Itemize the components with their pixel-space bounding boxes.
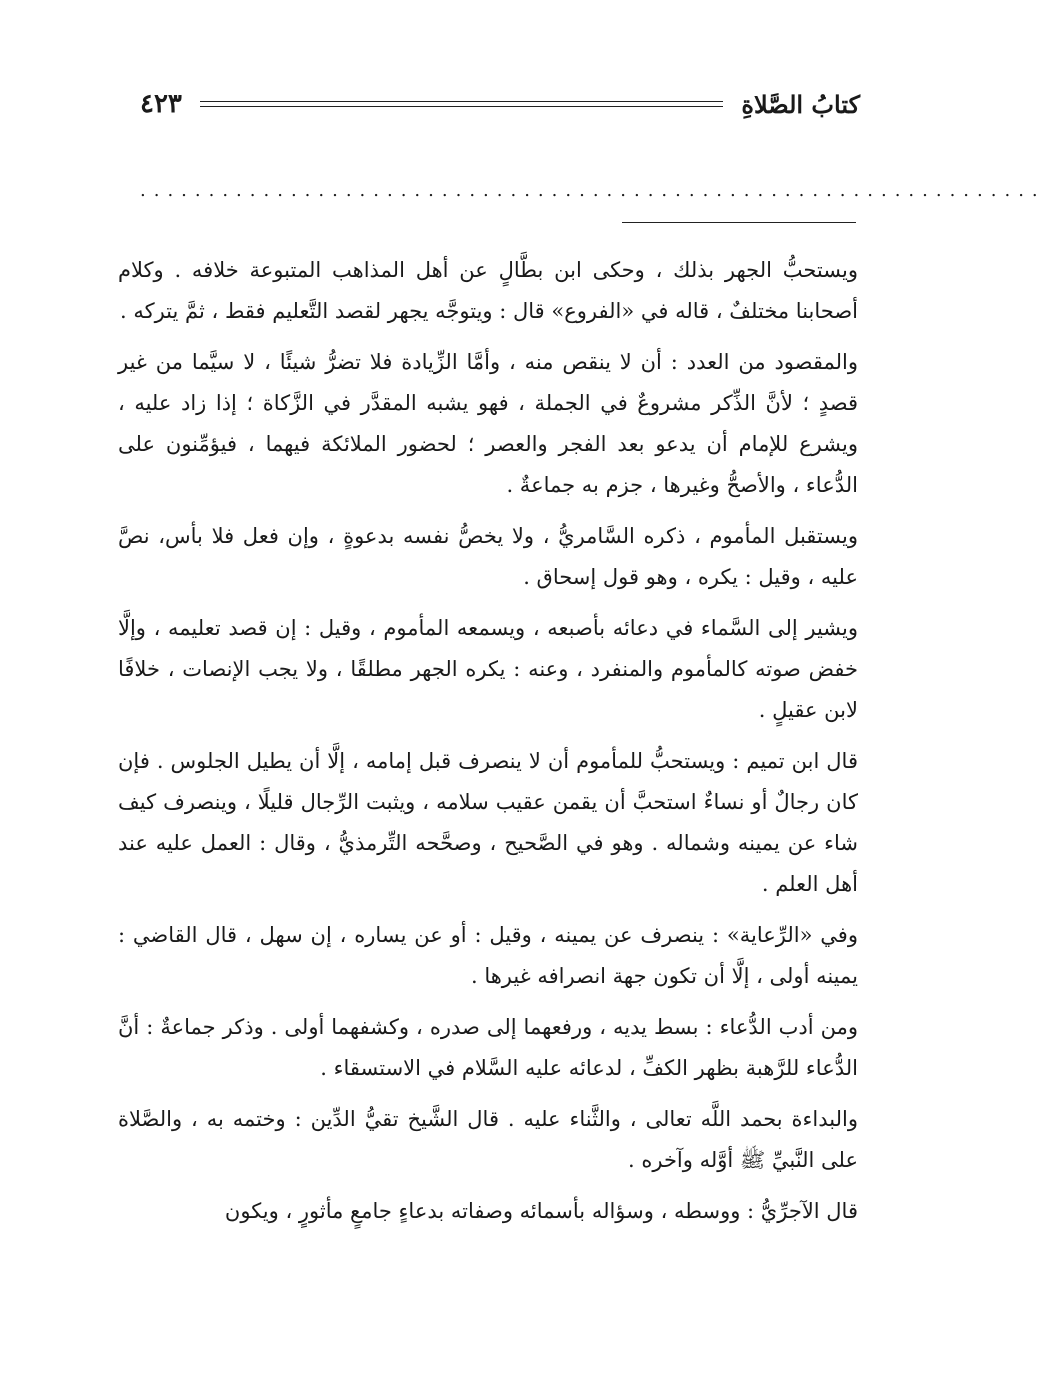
section-rule [622,222,856,223]
paragraph: والبداءة بحمد اللَّه تعالى ، والثَّناء عليه . قال الشَّيخ تقيُّ الدِّين : وختمه به ، والصَّلاة على النَّبيِّ ﷺ أوَّله وآخره . [118,1107,858,1172]
dotted-separator: .................................................................. [140,180,1046,201]
paragraph: قال ابن تميم : ويستحبُّ للمأموم أن لا ينصرف قبل إمامه ، إلَّا أن يطيل الجلوس . فإن كان رجالٌ أو نساءٌ استحبَّ أن يقمن عقيب سلامه ، ويثبت الرِّجال قليلًا ، وينصرف كيف شاء عن يمينه وشماله . وهو في الصَّحيح ، وصحَّحه التِّرمذيُّ ، وقال : العمل عليه عند أهل العلم . [118,749,858,896]
paragraph: وفي «الرِّعاية» : ينصرف عن يمينه ، وقيل : أو عن يساره ، إن سهل ، قال القاضي : يمينه أولى ، إلَّا أن تكون جهة انصرافه غيرها . [118,923,858,988]
main-text [118,250,858,1242]
paragraph: ويستحبُّ الجهر بذلك ، وحكى ابن بطَّالٍ عن أهل المذاهب المتبوعة خلافه . وكلام أصحابنا مختلفٌ ، قاله في «الفروع» قال : ويتوجَّه يجهر لقصد التَّعليم فقط ، ثمَّ يتركه . [118,258,858,323]
header-rule [200,101,723,107]
paragraph: قال الآجرِّيُّ : ووسطه ، وسؤاله بأسمائه وصفاته بدعاءٍ جامعٍ مأثورٍ ، ويكون [224,1199,858,1223]
book-title: كتابُ الصَّلاةِ [741,89,860,119]
page-number: ٤٢٣ [140,89,182,119]
paragraph: ومن أدب الدُّعاء : بسط يديه ، ورفعهما إلى صدره ، وكشفهما أولى . وذكر جماعةٌ : أنَّ الدُّعاء للرَّهبة بظهر الكفِّ ، لدعائه عليه السَّلام في الاستسقاء . [118,1015,858,1080]
paragraph: والمقصود من العدد : أن لا ينقص منه ، وأمَّا الزِّيادة فلا تضرُّ شيئًا ، لا سيَّما من غير قصدٍ ؛ لأنَّ الذِّكر مشروعٌ في الجملة ، فهو يشبه المقدَّر في الزَّكاة ؛ إذا زاد عليه ، ويشرع للإمام أن يدعو بعد الفجر والعصر ؛ لحضور الملائكة فيهما ، فيؤمِّنون على الدُّعاء ، والأصحُّ وغيرها ، جزم به جماعةٌ . [118,350,858,497]
page-header [140,84,860,124]
paragraph: ويشير إلى السَّماء في دعائه بأصبعه ، ويسمعه المأموم ، وقيل : إن قصد تعليمه ، وإلَّا خفض صوته كالمأموم والمنفرد ، وعنه : يكره الجهر مطلقًا ، ولا يجب الإنصات ، خلافًا لابن عقيلٍ . [118,616,858,722]
paragraph: ويستقبل المأموم ، ذكره السَّامريُّ ، ولا يخصُّ نفسه بدعوةٍ ، وإن فعل فلا بأس، نصَّ عليه ، وقيل : يكره ، وهو قول إسحاق . [118,524,858,589]
